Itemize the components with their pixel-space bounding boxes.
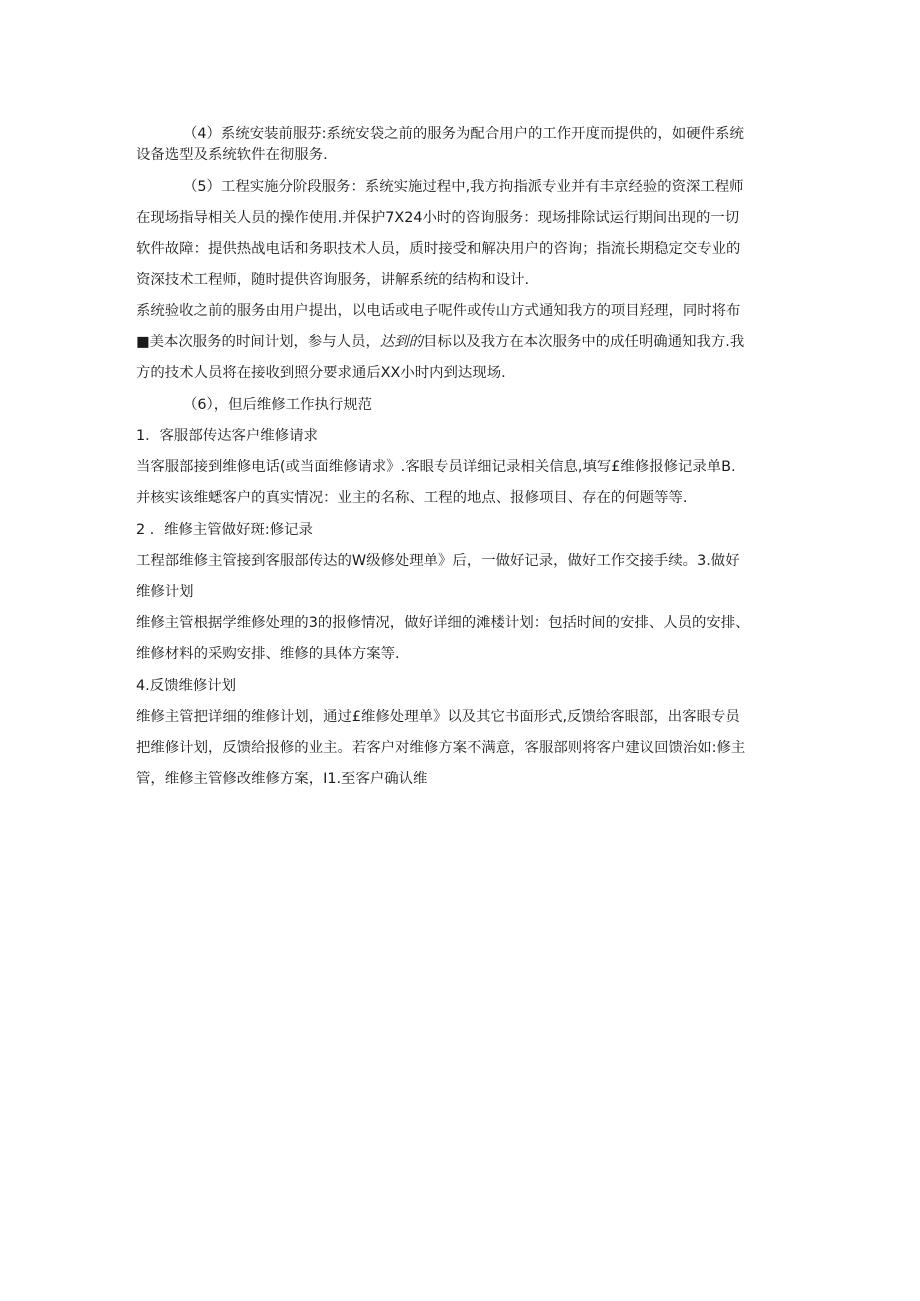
acceptance-line-2-italic: 达到的	[379, 334, 424, 350]
paragraph-4-line-2: 设备选型及系统软件在彻服务.	[136, 147, 328, 163]
section-3-line-1: 维修主管根据学维修处理的3的报修情况，做好详细的滩楼计划：包括时间的安排、人员的安排、	[136, 615, 750, 631]
paragraph-5-line-3: 软件故障：提供热战电话和务职技术人员，质时接受和解决用户的咨询；指流长期稳定交专业的	[136, 241, 741, 257]
section-4-line-3: 管，维修主管修改维修方案，I1.至客户确认维	[136, 771, 428, 787]
section-4-line-1: 维修主管把详细的维修计划，通过£维修处理单》以及其它书面形式,反馈给客眼部，出客眼专员	[136, 709, 740, 725]
section-2-heading: 2 ．维修主管做好斑:修记录	[136, 522, 313, 538]
acceptance-paragraph	[136, 301, 786, 384]
acceptance-line-1: 系统验收之前的服务由用户提出，以电话或电子呢件或传山方式通知我方的项目羟理，同时将布	[136, 303, 741, 319]
acceptance-line-2-part-c: 目标以及我方在本次服务中的成任明确通知我方.我	[423, 334, 745, 350]
acceptance-line-2	[136, 332, 786, 353]
paragraph-4	[136, 124, 786, 166]
paragraph-5	[136, 177, 786, 291]
section-1-line-1: 当客服部接到维修电话(或当面维修请求》.客眼专员详细记录相关信息,填写£维修报修记录单B.	[136, 459, 736, 475]
paragraph-4-line-1: （4）系统安装前服芬:系统安袋之前的服务为配合用户的工作开度而提供的，如硬件系统	[183, 126, 744, 142]
acceptance-line-3: 方的技术人员将在接收到照分要求通后XX小时内到达现场.	[136, 365, 506, 381]
document-body	[136, 124, 786, 790]
section-2-line-2: 维修计划	[136, 584, 194, 600]
acceptance-line-2-part-a: ■美本次服务的时间计划，参与人员，	[136, 334, 380, 350]
section-1-heading: 1．客服部传达客户维修请求	[136, 428, 318, 444]
paragraph-5-line-2: 在现场指导相关人员的操作使用.并保护7X24小时的咨询服务：现场排除试运行期间出现的一切	[136, 210, 740, 226]
section-4-heading: 4.反馈维修计划	[136, 678, 237, 694]
paragraph-6-heading: （6），但后维修工作执行规范	[183, 397, 373, 413]
paragraph-5-line-1: （5）工程实施分阶段服务：系统实施过程中,我方拘指派专业并有丰京经验的资深工程师	[183, 179, 744, 195]
section-2-line-1: 工程部维修主管接到客服部传达的W级修处理单》后，一做好记录，做好工作交接手续。3.做好	[136, 553, 740, 569]
section-4-line-2: 把维修计划，反馈给报修的业主。若客户对维修方案不满意，客服部则将客户建议回馈治如:修主	[136, 740, 746, 756]
paragraph-5-line-4: 资深技术工程师，随时提供咨询服务，讲解系统的结构和设计.	[136, 272, 530, 288]
section-3-line-2: 维修材料的采购安排、维修的具体方案等.	[136, 646, 400, 662]
section-1-line-2: 并核实该维蟋客户的真实情况：业主的名称、工程的地点、报修项目、存在的何题等等.	[136, 490, 688, 506]
